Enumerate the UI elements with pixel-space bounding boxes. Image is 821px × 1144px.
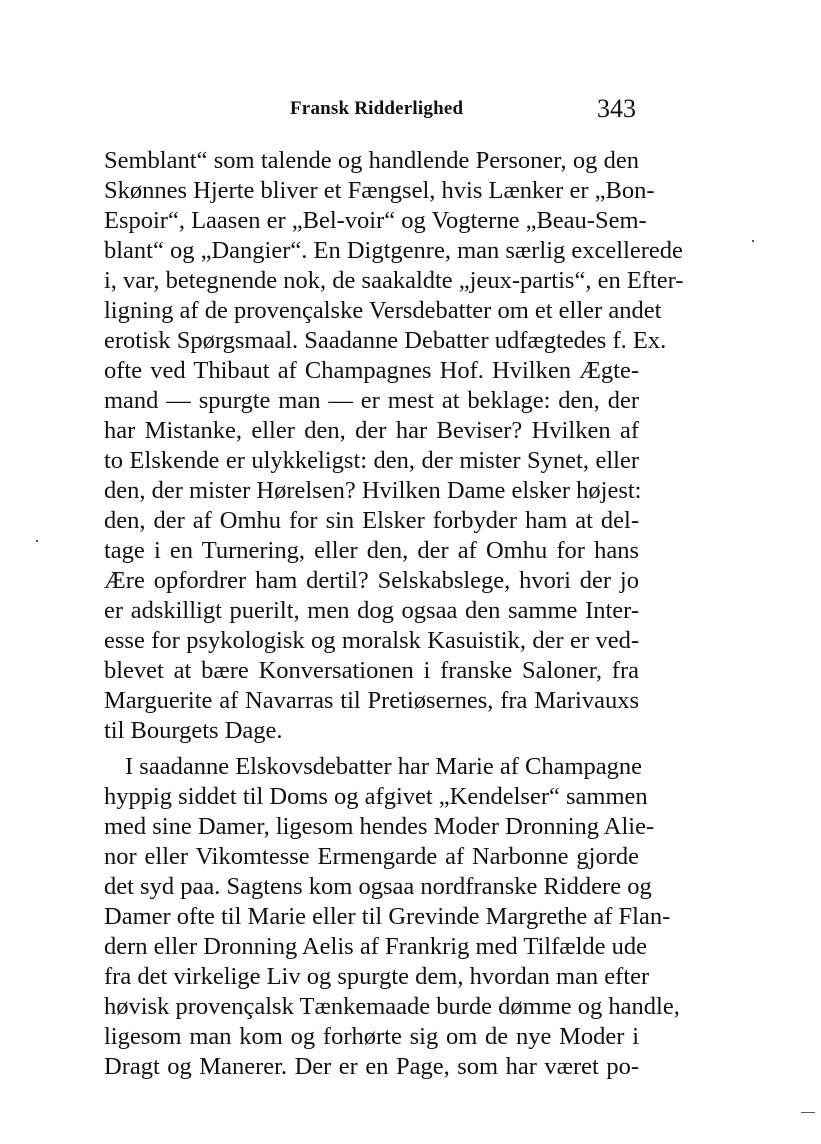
text-line: mand — spurgte man — er mest at beklage: den, der [104, 387, 639, 414]
text-line: høvisk provençalsk Tænkemaade burde dømme og handle, [104, 993, 680, 1020]
text-line: to Elskende er ulykkeligst: den, der mister Synet, eller [104, 447, 639, 474]
text-line: ligesom man kom og forhørte sig om de nye Moder i [104, 1023, 639, 1050]
text-line: Marguerite af Navarras til Pretiøsernes, fra Marivauxs [104, 687, 639, 714]
text-line: den, der af Omhu for sin Elsker forbyder ham at del- [104, 507, 639, 534]
text-line: Semblant“ som talende og handlende Personer, og den [104, 147, 639, 174]
text-line: er adskilligt puerilt, men dog ogsaa den samme Inter- [104, 597, 639, 624]
text-line: Espoir“, Laasen er „Bel-voir“ og Vogterne „Beau-Sem- [104, 207, 647, 234]
text-line: ofte ved Thibaut af Champagnes Hof. Hvilken Ægte- [104, 357, 639, 384]
text-line: erotisk Spørgsmaal. Saadanne Debatter udfægtedes f. Ex. [104, 327, 667, 354]
text-line: ligning af de provençalske Versdebatter om et eller andet [104, 297, 662, 324]
running-title: Fransk Ridderlighed [290, 98, 464, 119]
scan-speck [801, 1112, 815, 1113]
text-line: tage i en Turnering, eller den, der af Omhu for hans [104, 537, 639, 564]
text-line: Skønnes Hjerte bliver et Fængsel, hvis Lænker er „Bon- [104, 177, 655, 204]
text-line: har Mistanke, eller den, der har Beviser? Hvilken af [104, 417, 639, 444]
text-line: den, der mister Hørelsen? Hvilken Dame elsker højest: [104, 477, 642, 504]
text-line: blevet at bære Konversationen i franske Saloner, fra [104, 657, 639, 684]
text-line: Dragt og Manerer. Der er en Page, som har været po- [104, 1053, 639, 1080]
text-line: i, var, betegnende nok, de saakaldte „jeux-partis“, en Efter- [104, 267, 684, 294]
text-line: hyppig siddet til Doms og afgivet „Kendelser“ sammen [104, 783, 648, 810]
page-number: 343 [597, 94, 636, 123]
text-line: nor eller Vikomtesse Ermengarde af Narbonne gjorde [104, 843, 639, 870]
scan-speck [36, 540, 38, 542]
text-line: dern eller Dronning Aelis af Frankrig med Tilfælde ude [104, 933, 647, 960]
paragraph-first-line: I saadanne Elskovsdebatter har Marie af Champagne [125, 753, 643, 780]
text-line: blant“ og „Dangier“. En Digtgenre, man særlig excellerede [104, 237, 683, 264]
text-line: fra det virkelige Liv og spurgte dem, hvordan man efter [104, 963, 650, 990]
text-line: med sine Damer, ligesom hendes Moder Dronning Alie- [104, 813, 655, 840]
text-line: det syd paa. Sagtens kom ogsaa nordfranske Riddere og [104, 873, 652, 900]
text-line: Ære opfordrer ham dertil? Selskabslege, hvori der jo [104, 567, 639, 594]
scan-speck [752, 240, 754, 242]
text-line: Damer ofte til Marie eller til Grevinde Margrethe af Flan- [104, 903, 671, 930]
text-line: til Bourgets Dage. [104, 717, 283, 744]
text-line: esse for psykologisk og moralsk Kasuistik, der er ved- [104, 627, 639, 654]
